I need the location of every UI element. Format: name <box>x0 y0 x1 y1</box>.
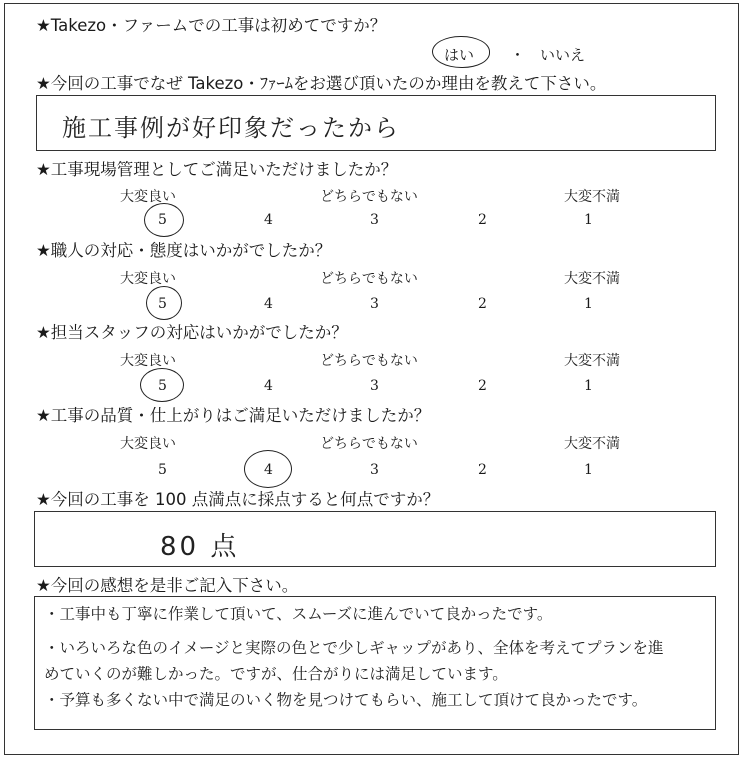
q8-line-4: ・予算も多くない中で満足のいく物を見つけてもらい、施工して頂けて良かったです。 <box>44 691 648 709</box>
q2-answer: 施工事例が好印象だったから <box>62 114 400 142</box>
selection-circle <box>144 203 184 237</box>
selection-circle <box>244 450 292 488</box>
rating-1-value-4[interactable]: 4 <box>264 212 273 228</box>
q1-option-no[interactable]: いいえ <box>540 46 586 64</box>
rating-2-value-3[interactable]: 3 <box>370 296 379 312</box>
rating-4-value-5[interactable]: 5 <box>158 462 167 478</box>
q1-option-yes[interactable]: はい <box>444 46 475 64</box>
rating-3-question: ★担当スタッフの対応はいかがでしたか？ <box>36 323 348 342</box>
rating-1-question: ★工事現場管理としてご満足いただけましたか？ <box>36 160 398 179</box>
scale-mid-label: どちらでもない <box>320 353 418 369</box>
rating-2-question: ★職人の対応・態度はいかがでしたか？ <box>36 241 332 260</box>
rating-3-value-4[interactable]: 4 <box>264 378 273 394</box>
selection-circle <box>140 368 184 402</box>
rating-4-value-4[interactable]: 4 <box>264 462 273 478</box>
scale-worst-label: 大変不満 <box>564 353 620 369</box>
rating-2-value-1[interactable]: 1 <box>584 296 593 312</box>
scale-worst-label: 大変不満 <box>564 271 620 287</box>
rating-2-value-4[interactable]: 4 <box>264 296 273 312</box>
rating-3-value-5[interactable]: 5 <box>158 378 167 394</box>
q7-answer-box <box>34 511 716 567</box>
scale-best-label: 大変良い <box>120 353 176 369</box>
rating-3-value-2[interactable]: 2 <box>478 378 487 394</box>
selection-circle <box>146 286 182 320</box>
scale-best-label: 大変良い <box>120 189 176 205</box>
scale-worst-label: 大変不満 <box>564 189 620 205</box>
q8-line-1: ・工事中も丁寧に作業して頂いて、スムーズに進んでいて良かったです。 <box>44 605 553 623</box>
q1-question: ★Takezo・ファームでの工事は初めてですか？ <box>36 16 387 35</box>
rating-3-value-1[interactable]: 1 <box>584 378 593 394</box>
rating-4-question: ★工事の品質・仕上がりはご満足いただけましたか？ <box>36 406 431 425</box>
rating-3-value-3[interactable]: 3 <box>370 378 379 394</box>
rating-1-value-5[interactable]: 5 <box>158 212 167 228</box>
q7-answer: 80 点 <box>160 532 240 562</box>
scale-mid-label: どちらでもない <box>320 189 418 205</box>
q2-question: ★今回の工事でなぜ Takezo・ﾌｧｰﾑをお選び頂いたのか理由を教えて下さい。 <box>36 74 607 93</box>
scale-best-label: 大変良い <box>120 436 176 452</box>
rating-4-value-2[interactable]: 2 <box>478 462 487 478</box>
rating-1-value-3[interactable]: 3 <box>370 212 379 228</box>
rating-2-value-2[interactable]: 2 <box>478 296 487 312</box>
rating-4-value-3[interactable]: 3 <box>370 462 379 478</box>
scale-best-label: 大変良い <box>120 271 176 287</box>
q8-line-2: ・いろいろな色のイメージと実際の色とで少しギャップがあり、全体を考えてプランを進 <box>44 639 664 657</box>
rating-1-value-1[interactable]: 1 <box>584 212 593 228</box>
q8-line-3: めていくのが難しかった。ですが、仕合がりには満足しています。 <box>44 665 508 683</box>
rating-1-value-2[interactable]: 2 <box>478 212 487 228</box>
scale-mid-label: どちらでもない <box>320 436 418 452</box>
q7-question: ★今回の工事を 100 点満点に採点すると何点ですか？ <box>36 490 440 509</box>
selection-circle <box>432 36 490 68</box>
scale-mid-label: どちらでもない <box>320 271 418 287</box>
rating-4-value-1[interactable]: 1 <box>584 462 593 478</box>
q8-question: ★今回の感想を是非ご記入下さい。 <box>36 576 299 595</box>
rating-2-value-5[interactable]: 5 <box>158 296 167 312</box>
scale-worst-label: 大変不満 <box>564 436 620 452</box>
q1-separator: ・ <box>510 46 526 64</box>
